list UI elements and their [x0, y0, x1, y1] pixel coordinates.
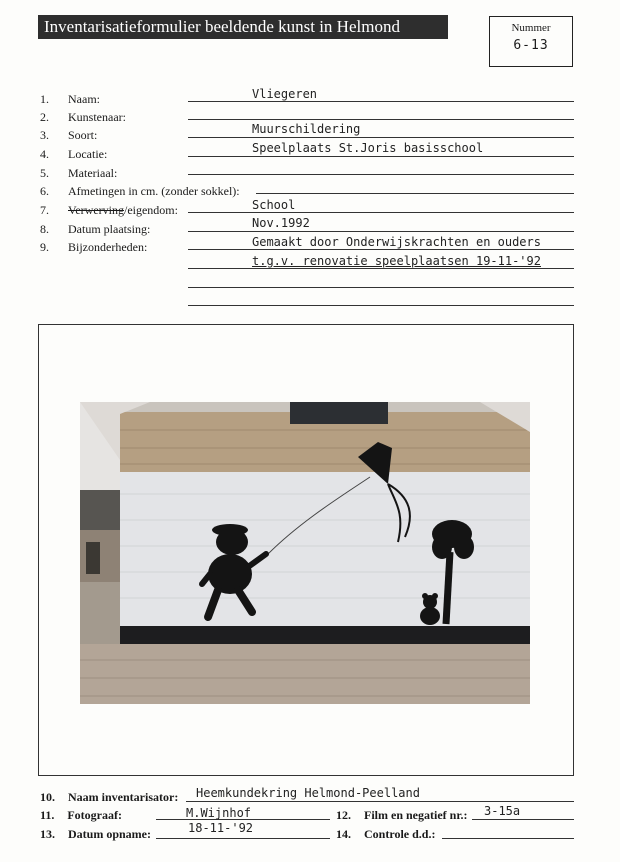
number-value: 6-13 — [513, 38, 549, 53]
field-value-eigendom: School — [252, 198, 296, 212]
field-number: 7. — [40, 203, 49, 217]
field-line — [156, 838, 330, 839]
field-label: Datum opname: — [68, 827, 151, 841]
field-number: 13. — [40, 827, 55, 841]
field-line — [188, 231, 574, 232]
field-number: 4. — [40, 147, 49, 161]
form-title: Inventarisatieformulier beeldende kunst in Helmond — [38, 15, 448, 39]
field-line — [186, 801, 574, 802]
field-number: 2. — [40, 110, 49, 124]
field-value-datum-plaatsing: Nov.1992 — [252, 216, 310, 230]
value-datum-opname: 18-11-'92 — [188, 821, 254, 835]
field-label: Afmetingen in cm. (zonder sokkel): — [68, 184, 240, 198]
field-number: 10. — [40, 790, 55, 804]
field-label: Bijzonderheden: — [68, 240, 148, 254]
field-line — [188, 174, 574, 175]
field-label: Materiaal: — [68, 166, 118, 180]
field-number: 9. — [40, 240, 49, 254]
field-number: 12. — [336, 808, 351, 822]
field-number: 1. — [40, 92, 49, 106]
field-line — [256, 193, 574, 194]
field-line — [442, 838, 574, 839]
row-controle — [336, 827, 435, 842]
field-label: Soort: — [68, 128, 98, 142]
field-number: 3. — [40, 128, 49, 142]
field-value-bijzonderheden: Gemaakt door Onderwijskrachten en ouders — [252, 235, 541, 249]
row-film-negatief — [336, 808, 468, 823]
number-box — [489, 16, 573, 67]
row-naam-inventarisator — [40, 790, 178, 805]
value-naam-inventarisator: Heemkundekring Helmond-Peelland — [196, 786, 420, 800]
field-value-naam: Vliegeren — [252, 87, 318, 101]
field-line — [188, 119, 574, 120]
field-line — [188, 137, 574, 138]
field-number: 6. — [40, 184, 49, 198]
field-label: Locatie: — [68, 147, 108, 161]
field-label: Kunstenaar: — [68, 110, 126, 124]
field-label: Fotograaf: — [67, 808, 122, 822]
field-label: Controle d.d.: — [364, 827, 436, 841]
field-number: 5. — [40, 166, 49, 180]
value-fotograaf: M.Wijnhof — [186, 806, 252, 820]
row-datum-opname — [40, 827, 151, 842]
field-line — [188, 268, 574, 269]
field-label: Film en negatief nr.: — [364, 808, 468, 822]
number-label: Nummer — [511, 22, 551, 34]
field-line — [188, 212, 574, 213]
field-value-bijzonderheden-2: t.g.v. renovatie speelplaatsen 19-11-'92 — [252, 254, 541, 268]
field-line — [188, 249, 574, 250]
field-value-soort: Muurschildering — [252, 122, 361, 136]
field-label — [68, 203, 178, 218]
value-film-negatief: 3-15a — [484, 804, 521, 818]
row-fotograaf — [40, 808, 122, 823]
mural-photo — [80, 402, 530, 704]
field-line — [188, 101, 574, 102]
struck-label: Verwerving — [68, 203, 124, 217]
mural-photo-illustration — [80, 402, 530, 704]
field-number: 8. — [40, 222, 49, 236]
field-line — [188, 305, 574, 306]
field-value-locatie: Speelplaats St.Joris basisschool — [252, 141, 484, 155]
field-label: Datum plaatsing: — [68, 222, 151, 236]
field-number: 11. — [40, 808, 55, 822]
label-rest: /eigendom: — [123, 203, 178, 217]
field-label: Naam: — [68, 92, 100, 106]
field-line — [188, 156, 574, 157]
field-line — [188, 287, 574, 288]
field-line — [472, 819, 574, 820]
field-label: Naam inventarisator: — [68, 790, 179, 804]
field-number: 14. — [336, 827, 351, 841]
